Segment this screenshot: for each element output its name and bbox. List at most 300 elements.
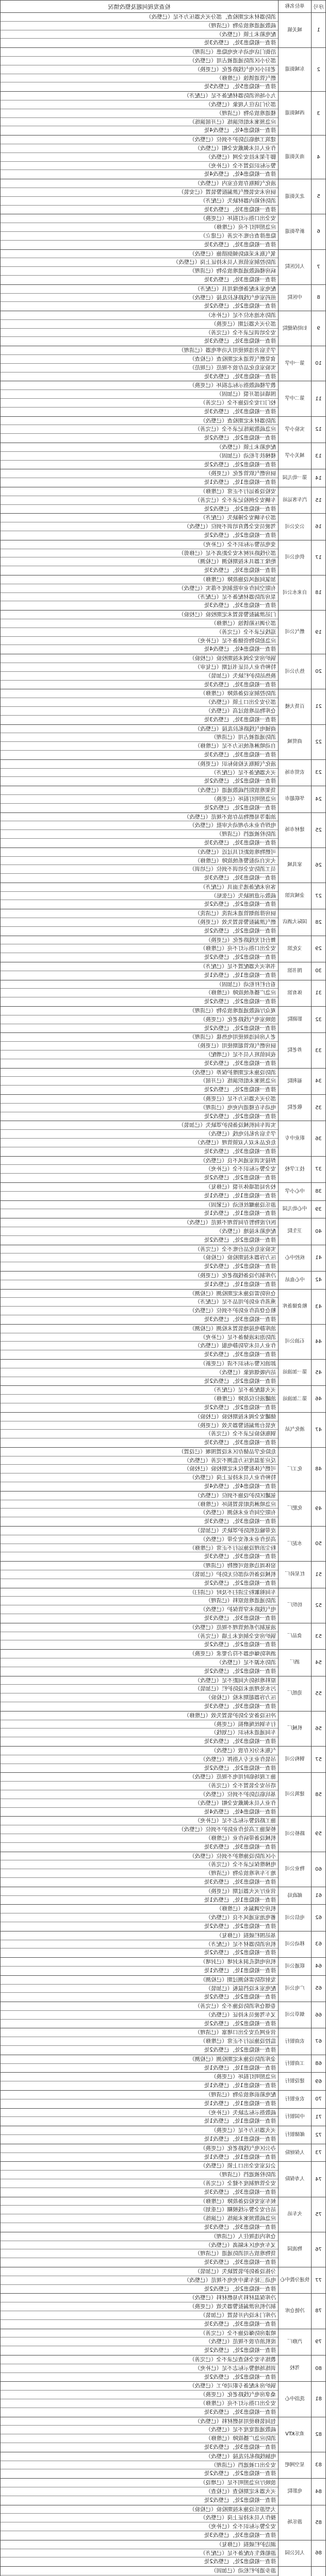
content-line: 排查一般隐患2处，已整改2处 (204, 927, 276, 934)
row-content (1, 2144, 278, 2162)
content-line: 蓄电池室通风不良（已整改） (1, 1913, 278, 1922)
content-line: 员工消防安全培训不到位（已培训） (1, 865, 278, 874)
content-line: 部分门店住人现象（已整改） (1, 100, 278, 109)
table-row (1, 1360, 325, 1386)
content-line: 排查一般隐患3处，已整改3处 (204, 1738, 276, 1745)
content-line: 排查一般隐患3处，已整改3处 (204, 1843, 276, 1850)
content-line: 排查一般隐患3处，已整改3处 (204, 276, 276, 283)
row-content (1, 2197, 278, 2232)
content-line: 排查一般隐患2处，已整改2处 (204, 505, 276, 512)
table-row (1, 654, 325, 689)
content-line: 液氨制冷系统管理不规范（已整改） (1, 1623, 278, 1632)
content-line: 部分灭火器压力不足（已更换） (1, 1095, 278, 1104)
content-line: 桑拿房电气线路老化（已更换） (1, 2391, 278, 2399)
row-number: 51 (311, 1562, 325, 1587)
row-unit-name: 自来水公司 (278, 575, 311, 610)
row-number: 1 (311, 13, 325, 47)
row-content (1, 2382, 278, 2416)
table-row (1, 760, 325, 786)
content-line: 疏散通道堆放杂物（已清理） (1, 22, 278, 30)
content-line: 吊装作业无专人指挥（已整改） (1, 1755, 278, 1764)
content-line: 货架堆放阻挡疏散通道（已整改） (1, 786, 278, 795)
row-unit-name: 汽修厂 (278, 2329, 311, 2355)
table-row (1, 1183, 325, 1201)
table-row (1, 1272, 325, 1290)
row-number: 45 (311, 1360, 325, 1385)
content-line: 排查一般隐患2处，已整改2处 (204, 1923, 276, 1929)
content-line: 冲压设备安全防护装置失效（已维修） (1, 1711, 278, 1720)
row-unit-name: 国际大酒店 (278, 909, 311, 935)
row-number: 67 (311, 2028, 325, 2054)
content-line: 泵房消防器材配备不足（已配齐） (1, 593, 278, 602)
content-line: 压力容器未按期检验（已检验） (1, 1253, 278, 1262)
table-row (1, 1905, 325, 1931)
row-number: 54 (311, 1650, 325, 1675)
content-line: 厨房未安装燃气泄漏报警装置（已安装） (1, 188, 278, 197)
row-unit-name: 移动公司 (278, 1931, 311, 1957)
content-line: 冷库门未设内开装置（已加装） (1, 2311, 278, 2320)
content-line: 实训车间机械设备防护罩缺失（已加装） (1, 1121, 278, 1130)
row-unit-name: 文化馆 (278, 936, 311, 962)
content-line: 基坑临边防护不到位（已整改） (1, 1790, 278, 1799)
row-number: 25 (311, 813, 325, 848)
content-line: 游乐设施螺丝松动（已紧固） (1, 1201, 278, 1210)
row-content (1, 311, 278, 346)
table-row (1, 2109, 325, 2127)
row-number: 85 (311, 2505, 325, 2540)
row-content (1, 250, 278, 284)
row-number: 28 (311, 909, 325, 935)
row-content (1, 1290, 278, 1324)
row-content (1, 1183, 278, 1200)
content-line: 消防控制室值班人员未持证上岗（已整改） (1, 258, 278, 267)
row-content (1, 48, 278, 91)
content-line: 排查一般隐患1处，已整改1处 (204, 2118, 276, 2125)
content-line: 桥梁施工高处作业防护不到位（已整改） (1, 1825, 278, 1834)
content-line: 应急照明灯损坏（已更换） (1, 2073, 278, 2081)
content-line: 排查一般隐患1处，已整改1处 (204, 1210, 276, 1217)
content-line: 消防应急广播故障（已维修） (1, 2434, 278, 2443)
content-line: 排查一般隐患1处，已整改1处 (204, 1967, 276, 1974)
row-number: 21 (311, 689, 325, 724)
row-unit-name: 汽车客运站 (278, 487, 311, 513)
table-row (1, 2002, 325, 2028)
row-content (1, 1413, 278, 1447)
content-line: 电脑线路私拉乱接（已整改） (1, 2452, 278, 2461)
row-number: 73 (311, 2144, 325, 2162)
row-number: 4 (311, 135, 325, 179)
table-row (1, 443, 325, 469)
row-content (1, 1069, 278, 1094)
content-line: 氨罐区防护设施不到位（已整改） (1, 1492, 278, 1500)
content-line: 配电箱未上锁（已整改） (1, 443, 278, 452)
content-line: 消防泡沫液储备不足（已补充） (1, 1333, 278, 1342)
row-content (1, 1773, 278, 1816)
row-number: 42 (311, 1272, 325, 1289)
row-number: 72 (311, 2126, 325, 2144)
content-line: 排查一般隐患3处，已整改3处 (204, 751, 276, 758)
row-unit-name: 东城街道 (278, 48, 311, 91)
content-line: 操作人员未持证上岗（已整改） (1, 2514, 278, 2522)
row-unit-name: 第一幼儿园 (278, 469, 311, 487)
content-line: 书库灭火器配置不足（已配齐） (1, 962, 278, 971)
row-number: 46 (311, 1386, 325, 1412)
row-number: 48 (311, 1448, 325, 1491)
content-line: 沿街门店电动车充电隐患（已清理） (1, 48, 278, 57)
content-line: 部分车辆安全锤缺失（已配齐） (1, 514, 278, 522)
row-unit-name: 邮储银行 (278, 2126, 311, 2144)
row-content (1, 2567, 278, 2576)
row-content (1, 980, 278, 1006)
table-row (1, 285, 325, 311)
content-line: 制冷机房泄漏报警器失效（已更换） (1, 2302, 278, 2311)
content-line: 部分安全出口上锁（已整改） (1, 698, 278, 707)
content-line: 排查一般隐患3处，已整改3处 (204, 1316, 276, 1323)
row-content (1, 1272, 278, 1289)
row-unit-name: 中心血站 (278, 1272, 311, 1289)
row-unit-name: 人保财险 (278, 2144, 311, 2162)
content-line: 训练场地警示标志不足（已补充） (1, 2364, 278, 2373)
content-line: 排查一般隐患2处，已整改2处 (204, 1765, 276, 1771)
row-number: 18 (311, 575, 325, 610)
row-content (1, 1817, 278, 1851)
row-unit-name: 冷链仓库 (278, 2294, 311, 2328)
content-line: 液化气钢瓶存放在室内（已整改） (1, 179, 278, 188)
row-unit-name: 石油公司 (278, 1325, 311, 1359)
row-unit-name: 快递分拨中心 (278, 2267, 311, 2293)
content-line: 排查一般隐患4处，已整改4处 (204, 127, 276, 134)
row-content (1, 1527, 278, 1561)
table-row (1, 2232, 325, 2267)
row-number: 60 (311, 1852, 325, 1887)
row-unit-name: 农贸市场 (278, 760, 311, 786)
content-line: 老旧小区电气线路老化（已更换） (1, 65, 278, 74)
content-line: 排查一般隐患1处，已整改1处 (204, 1896, 276, 1903)
row-number: 35 (311, 1095, 325, 1121)
row-content (1, 417, 278, 443)
table-row (1, 1007, 325, 1033)
row-unit-name: 金城宾馆 (278, 883, 311, 909)
table-row (1, 1448, 325, 1492)
table-row (1, 1958, 325, 1976)
content-line: 排查一般隐患1处，已整改1处 (204, 2100, 276, 2107)
row-number: 14 (311, 469, 325, 487)
table-row (1, 1386, 325, 1412)
content-line: 灭火毯配备不足（已配齐） (1, 1386, 278, 1395)
row-unit-name: 星空网吧 (278, 2452, 311, 2478)
row-unit-name: 城关镇 (278, 13, 311, 47)
content-line: 排查一般隐患3处，已整改3处 (204, 408, 276, 415)
content-line: 配电箱前堆放杂物（已清理） (1, 2091, 278, 2099)
row-unit-name: 电影院 (278, 2479, 311, 2504)
content-line: 排查一般隐患2处，已整改2处 (204, 2047, 276, 2054)
table-row (1, 1676, 325, 1711)
row-content (1, 1448, 278, 1491)
content-line: 排查一般隐患4处，已整改4处 (204, 646, 276, 653)
content-line: 金库消防设施未定期检测（已检测） (1, 2055, 278, 2064)
row-unit-name: 公交公司 (278, 514, 311, 539)
content-line: 排查一般隐患2处，已整改2处 (204, 2347, 276, 2354)
content-line: 有限空间作业审批制度不落实（已整改） (1, 584, 278, 593)
content-line: 油漆等易燃物品存放不规范（已整改） (1, 813, 278, 822)
row-unit-name: 职业中专 (278, 1121, 311, 1156)
content-line: 仓库物品堆放过高（已整改） (1, 707, 278, 716)
content-line: 厨房燃气软管老化（已更换） (1, 469, 278, 478)
row-number: 47 (311, 1413, 325, 1447)
content-line: 消防通道被占用（已清理） (1, 733, 278, 742)
row-unit-name: 广电公司 (278, 1976, 311, 2002)
table-row (1, 1413, 325, 1448)
content-line: 安全出口指示灯损坏（已更换） (1, 214, 278, 223)
row-number: 61 (311, 1887, 325, 1905)
row-number: 27 (311, 883, 325, 909)
row-unit-name: 中心幼儿园 (278, 1201, 311, 1218)
table-body (1, 13, 325, 2576)
row-content (1, 285, 278, 311)
content-line: 电动车在楼道内充电（已清理） (1, 1104, 278, 1112)
table-row (1, 2162, 325, 2197)
row-number: 76 (311, 2232, 325, 2267)
content-line: 看台栏杆松动（已加固） (1, 980, 278, 989)
row-unit-name: 纺织厂 (278, 1588, 311, 1623)
row-number: 59 (311, 1817, 325, 1851)
row-content (1, 2002, 278, 2028)
table-row (1, 909, 325, 936)
content-line: 教学楼疏散指示标志损坏（已更换） (1, 381, 278, 390)
row-number: 57 (311, 1747, 325, 1772)
content-line: 危险化学品储存区未设置围堰（已设置） (1, 1448, 278, 1456)
content-line: 楼道堆放杂物（已清理） (1, 109, 278, 118)
content-line: 火灾自动报警系统故障（已维修） (1, 857, 278, 866)
content-line: 皮带输送机防护罩缺失（已加装） (1, 1527, 278, 1535)
row-content (1, 92, 278, 135)
content-line: 医疗废物暂存间管理不规范（已整改） (1, 1218, 278, 1227)
row-content (1, 1121, 278, 1156)
row-content (1, 2073, 278, 2090)
row-number: 23 (311, 760, 325, 786)
row-number: 69 (311, 2073, 325, 2090)
content-line: 消防栓箱内器材缺失（已配齐） (1, 197, 278, 206)
table-row (1, 725, 325, 760)
row-content (1, 1747, 278, 1772)
content-line: 排查一般隐患1处，已整改1处 (204, 2082, 276, 2089)
row-content (1, 2479, 278, 2504)
row-unit-name: 城关小学 (278, 443, 311, 469)
table-row (1, 1157, 325, 1183)
table-row (1, 883, 325, 909)
table-row (1, 2144, 325, 2162)
content-line: 排查一般隐患2处，已整改2处 (204, 954, 276, 961)
content-line: 锅炉房安全制度未上墙（已完善） (1, 1632, 278, 1641)
table-row (1, 2091, 325, 2109)
content-line: 安全出口指示灯不亮（已维修） (1, 944, 278, 953)
content-line: 排查一般隐患3处，已整改3处 (204, 1553, 276, 1560)
row-unit-name: 家具城 (278, 848, 311, 883)
table-row (1, 2073, 325, 2091)
content-line: 焊接实训室通风不良（已整改） (1, 1157, 278, 1165)
row-number: 37 (311, 1157, 325, 1182)
header-number: 序号 (311, 1, 325, 12)
content-line: 排查一般隐患4处，已整改4处 (204, 1808, 276, 1815)
row-content (1, 786, 278, 812)
row-unit-name: 南关街道 (278, 135, 311, 179)
content-line: 特种作业人员未持证上岗（已整改） (1, 1473, 278, 1482)
row-content (1, 1360, 278, 1385)
table-row (1, 1562, 325, 1588)
content-line: 九小场所消防器材配备不足（已配齐） (1, 92, 278, 100)
content-line: 高处作业未系安全带（已整改） (1, 1535, 278, 1544)
row-number: 84 (311, 2479, 325, 2504)
content-line: 站台安全警示线模糊（已重划） (1, 2206, 278, 2214)
content-line: 排查一般隐患2处，已整改2处 (204, 303, 276, 310)
content-line: 污水处理池未设防护栏（已加装） (1, 1685, 278, 1693)
table-row (1, 2540, 325, 2567)
content-line: 排查一般隐患1处，已整改1处 (204, 2154, 276, 2160)
content-line: 会议室安全出口上锁（已整改） (1, 2162, 278, 2171)
table-row (1, 135, 325, 179)
content-line: 排查一般隐患2处，已整改2处 (204, 2020, 276, 2027)
row-unit-name: 酒厂 (278, 1650, 311, 1675)
row-number: 56 (311, 1711, 325, 1746)
content-line: 应急照明灯不亮（已维修） (1, 223, 278, 232)
content-line: 消防设施未定期维护保养（已整改） (1, 1069, 278, 1077)
row-unit-name: 物业公司 (278, 1852, 311, 1887)
table-row (1, 250, 325, 285)
content-line: 地下车库堆放杂物（已清理） (1, 1869, 278, 1878)
content-line: 隐患排查台账不完善（已建立） (1, 232, 278, 241)
content-line: 配电室未配备绝缘用具（已配齐） (1, 285, 278, 294)
content-line: 安全出口被遮挡（已清理） (1, 2461, 278, 2470)
row-number: 83 (311, 2452, 325, 2478)
content-line: 疏散指示标志缺失（已补充） (1, 2109, 278, 2117)
content-line: 消防器材未定期检查，部分灭火器压力不足（已整改） (1, 13, 278, 22)
row-content (1, 2232, 278, 2267)
row-number: 13 (311, 443, 325, 469)
content-line: 排查一般隐患3处，已整改3处 (204, 338, 276, 345)
content-line: 车间通道未标识（已划线） (1, 1728, 278, 1737)
content-line: 钢瓶检验记录不全（已完善） (1, 1430, 278, 1438)
row-number: 31 (311, 980, 325, 1006)
row-unit-name: 工商银行 (278, 2055, 311, 2073)
content-line: 锅炉房未配备专职司炉工（已整改） (1, 2382, 278, 2391)
row-unit-name: 路桥公司 (278, 1817, 311, 1851)
content-line: 排查一般隐患1处，已整改1处 (204, 2064, 276, 2071)
content-line: 观众厅疏散通道堆放杂物（已清理） (1, 1007, 278, 1015)
content-line: 充装台泄漏报警器失效（已更换） (1, 1421, 278, 1430)
content-line: 消防通道堆放原料（已清理） (1, 1597, 278, 1605)
row-unit-name: 疾控中心 (278, 1245, 311, 1271)
content-line: 排查一般隐患2处，已整改2处 (204, 1263, 276, 1270)
content-line: 排查一般隐患2处，已整改2处 (204, 901, 276, 908)
content-line: 安全管理制度不健全（已完善） (1, 2179, 278, 2188)
row-number: 78 (311, 2294, 325, 2328)
content-line: 排查一般隐患2处，已整改2处 (204, 1087, 276, 1093)
row-unit-name: 热力公司 (278, 654, 311, 689)
table-row (1, 848, 325, 883)
table-row (1, 1527, 325, 1562)
table-row (1, 1976, 325, 2002)
content-line: 换热站防护栏缺失（已加装） (1, 672, 278, 681)
content-line: 厨房排油烟管道未清洗（已清洗） (1, 909, 278, 918)
row-unit-name: 第二加油站 (278, 1386, 311, 1412)
content-line: 应急广播系统故障（已维修） (1, 989, 278, 997)
row-content (1, 2028, 278, 2054)
table-row (1, 2382, 325, 2417)
row-number: 22 (311, 725, 325, 759)
row-number: 29 (311, 936, 325, 962)
table-row (1, 1931, 325, 1958)
content-line: 叉车驾驶员未持证（已整改） (1, 2011, 278, 2020)
content-line: 排查一般隐患2处，已整改2处 (204, 1994, 276, 2001)
row-content (1, 381, 278, 416)
content-line: 排查一般隐患3处，已整改3处 (204, 875, 276, 882)
table-row (1, 417, 325, 443)
content-line: 有限空间作业未检测（已整改） (1, 1509, 278, 1517)
table-row (1, 1325, 325, 1360)
row-content (1, 1095, 278, 1121)
row-unit-name: 红星砖厂 (278, 1562, 311, 1587)
content-line: 机械设备传动部位无防护（已加装） (1, 1570, 278, 1579)
table-header (1, 1, 325, 13)
content-line: 围墙局部开裂（已加固） (1, 390, 278, 399)
row-number: 66 (311, 2002, 325, 2028)
content-line: 排查一般隐患3处，已整改3处 (204, 2224, 276, 2231)
table-row (1, 1121, 325, 1156)
content-line: 废机油存放不规范（已整改） (1, 2337, 278, 2346)
content-line: 基站围栏破损（已修复） (1, 1931, 278, 1940)
content-line: 电动三轮车集中充电不规范（已整改） (1, 2276, 278, 2285)
row-number: 10 (311, 346, 325, 381)
row-content (1, 654, 278, 689)
content-line: 机房消防器材不足（已配齐） (1, 1940, 278, 1949)
content-line: 排查一般隐患2处，已整改2处 (204, 1641, 276, 1648)
content-line: 包间装修使用易燃材料（已整改） (1, 2417, 278, 2426)
content-line: 煎药室电气线路私拉乱接（已整改） (1, 294, 278, 302)
row-content (1, 1905, 278, 1930)
table-row (1, 1623, 325, 1650)
row-content (1, 2109, 278, 2126)
row-unit-name: 农商银行 (278, 2028, 311, 2054)
row-number: 12 (311, 417, 325, 443)
content-line: 酒库防爆电器不符合要求（已更换） (1, 1650, 278, 1658)
table-row (1, 2329, 325, 2355)
row-content (1, 1887, 278, 1905)
table-row (1, 2055, 325, 2073)
table-row (1, 936, 325, 962)
row-unit-name: 养老院 (278, 1033, 311, 1067)
row-number: 39 (311, 1201, 325, 1218)
row-content (1, 179, 278, 214)
row-unit-name: 烟草公司 (278, 2002, 311, 2028)
row-content (1, 135, 278, 179)
row-unit-name: 中国银行 (278, 2109, 311, 2126)
row-number: 3 (311, 92, 325, 135)
content-line: 粉尘治理设施运行不正常（已维修） (1, 1544, 278, 1553)
content-line: 作业人员未穿防静电服（已整改） (1, 1342, 278, 1350)
content-line: 排查一般隐患1处，已整改1处 (204, 1192, 276, 1199)
table-row (1, 2028, 325, 2055)
row-number: 80 (311, 2355, 325, 2381)
content-line: 排查一般隐患3处，已整改3处 (204, 681, 276, 688)
content-line: 排查一般隐患2处，已整改2处 (204, 532, 276, 539)
row-unit-name: 建筑公司 (278, 1773, 311, 1816)
content-line: 反应釜温度压力监测不完善（已整改） (1, 1456, 278, 1465)
row-unit-name: 建设银行 (278, 2073, 311, 2090)
content-line: 湖边护栏破损（已修复） (1, 2540, 278, 2549)
content-line: 排查一般隐患3处，已整改3处 (204, 1518, 276, 1525)
table-row (1, 540, 325, 575)
content-line: 液化气钢瓶无检验标识（已更换） (1, 760, 278, 769)
